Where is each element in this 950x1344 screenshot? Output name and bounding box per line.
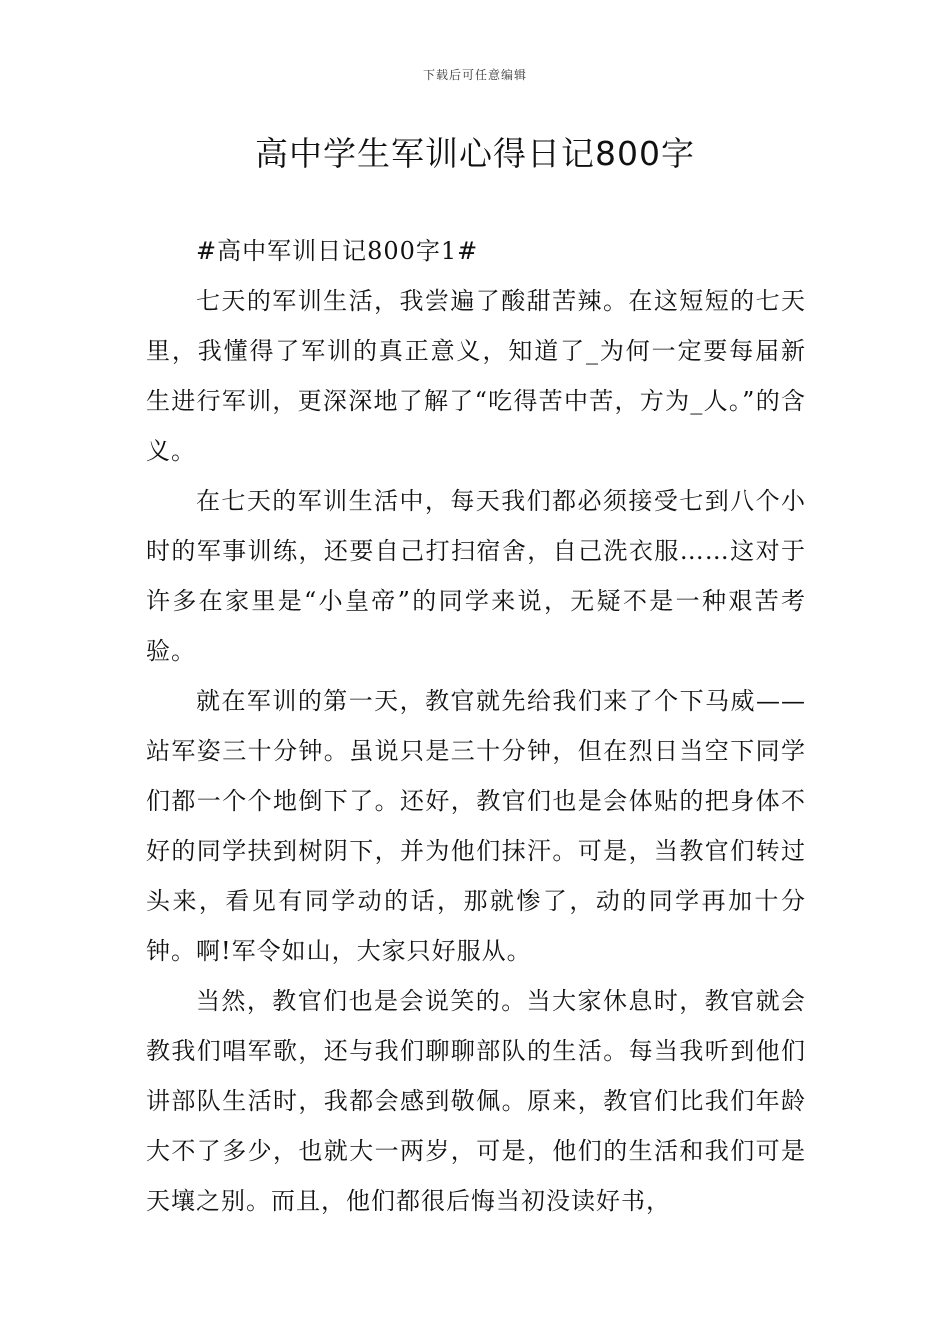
paragraph: 就在军训的第一天，教官就先给我们来了个下马威——站军姿三十分钟。虽说只是三十分钟，但在烈日当空下同学们都一个个地倒下了。还好，教官们也是会体贴的把身体不好的同学扶到树阴下，并为他们抹汗。可是，当教官们转过头来，看见有同学动的话，那就惨了，动的同学再加十分钟。啊!军令如山，大家只好服从。 (146, 687, 806, 965)
header-note: 下载后可任意编辑 (422, 68, 527, 82)
document-title: 高中学生军训心得日记800字 (255, 134, 695, 173)
section-heading: #高中军训日记800字1# (196, 237, 479, 265)
document-body (146, 226, 806, 1226)
paragraph: 在七天的军训生活中，每天我们都必须接受七到八个小时的军事训练，还要自己打扫宿舍，自己洗衣服……这对于许多在家里是“小皇帝”的同学来说，无疑不是一种艰苦考验。 (146, 487, 806, 665)
paragraph: 当然，教官们也是会说笑的。当大家休息时，教官就会教我们唱军歌，还与我们聊聊部队的生活。每当我听到他们讲部队生活时，我都会感到敬佩。原来，教官们比我们年龄大不了多少，也就大一两岁，可是，他们的生活和我们可是天壤之别。而且，他们都很后悔当初没读好书， (146, 987, 806, 1215)
paragraph: 七天的军训生活，我尝遍了酸甜苦辣。在这短短的七天里，我懂得了军训的真正意义，知道了_为何一定要每届新生进行军训，更深深地了解了“吃得苦中苦，方为_人。”的含义。 (146, 287, 806, 465)
